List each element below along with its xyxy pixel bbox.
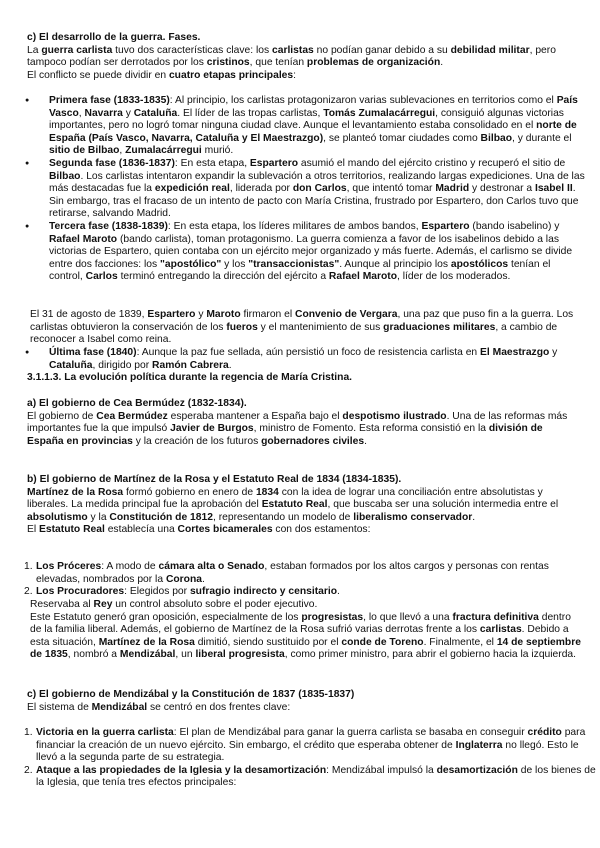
item-text: Los Procuradores: Elegidos por sufragio indirecto y censitario.: [36, 586, 340, 598]
section-title: 3.1.1.3. La evolución política durante la regencia de María Cristina.: [27, 372, 353, 383]
section-a-cea: [27, 398, 582, 448]
item-number: 2.: [24, 586, 33, 598]
mendizabal-item: [24, 765, 599, 790]
paragraph: Martínez de la Rosa formó gobierno en enero de 1834 con la idea de lograr una conciliación entre absolutistas y liberales. La medida principal fue la aprobación del Estatuto Real, que buscaba ser una solución intermedia entre el absolutismo y la Constitución de 1812, representando un modelo de liberalismo conservador.: [27, 486, 559, 523]
mendizabal-list: [24, 727, 599, 790]
phases-list: [38, 95, 585, 284]
section-b-martinez: [27, 474, 582, 537]
item-number: 2.: [24, 764, 33, 776]
section-title: c) El desarrollo de la guerra. Fases.: [27, 32, 201, 43]
item-text: Los Próceres: A modo de cámara alta o Senado, estaban formados por los altos cargos y personas con rentas elevadas, nombrados por la Corona.: [36, 561, 549, 585]
paragraph: El gobierno de Cea Bermúdez esperaba mantener a España bajo el despotismo ilustrado. Una de las reformas más importantes fue la que impulsó Javier de Burgos, ministro de Fomento. Esta reforma consistió en la división de España en provincias y la creación de los futuros gobernadores civiles.: [27, 410, 568, 447]
section-title: b) El gobierno de Martínez de la Rosa y el Estatuto Real de 1834 (1834-1835).: [27, 474, 402, 485]
vergara-paragraph: El 31 de agosto de 1839, Espartero y Maroto firmaron el Convenio de Vergara, una paz que puso fin a la guerra. Los carlistas obtuvieron la conservación de los fueros y el mantenimiento de sus graduaciones militares, a cambio de reconocer a Isabel como reina.: [30, 309, 574, 346]
intro-paragraph-2: El conflicto se puede dividir en cuatro etapas principales:: [27, 69, 297, 81]
section-c-fases: [27, 32, 582, 82]
cortes-list: [24, 561, 584, 599]
phase-item: ● Primera fase (1833-1835): Al principio, los carlistas protagonizaron varias sublevaciones en territorios como el País Vasco, Navarra y Cataluña. El líder de las tropas carlistas, Tomás Zumalacárregui, consiguió algunas victorias importantes, pero no logró tomar ninguna ciudad clave. Aunque el levantamiento estaba consolidado en el norte de España (País Vasco, Navarra, Cataluña y El Maestrazgo), se planteó tomar ciudades como Bilbao, y durante el sitio de Bilbao, Zumalacárregui murió.: [38, 95, 585, 158]
cortes-item: [24, 561, 584, 586]
paragraph: Este Estatuto generó gran oposición, especialmente de los progresistas, lo que llevó a una fractura definitiva dentro de la familia liberal. Además, el gobierno de Martínez de la Rosa sufrió varias derrotas frente a los carlistas. Debido a esta situación, Martínez de la Rosa dimitió, siendo sustituido por el conde de Toreno. Finalmente, el 14 de septiembre de 1835, nombró a Mendizábal, un liberal progresista, como primer ministro, para abrir el gobierno hacia la izquierda.: [30, 611, 581, 661]
section-title: a) El gobierno de Cea Bermúdez (1832-1834).: [27, 398, 247, 409]
phase-item: ● Tercera fase (1838-1839): En esta etapa, los líderes militares de ambos bandos, Espartero (bando isabelino) y Rafael Maroto (bando carlista), toman protagonismo. La guerra comienza a favor de los isabelinos debido a las victorias de Espartero, quien contaba con un ejército mejor organizado y más fuerte. Además, el carlismo se divide entre dos facciones: los "apostólico" y los "transaccionistas". Aunque al principio los apostólicos tenían el control, Carlos terminó entregando la dirección del ejército a Rafael Maroto, líder de los moderados.: [38, 221, 585, 284]
section-313: [27, 372, 582, 385]
phase-item: ● Segunda fase (1836-1837): En esta etapa, Espartero asumió el mando del ejército cristino y recuperó el sitio de Bilbao. Los carlistas intentaron expandir la sublevación a otros territorios, realizando largas expediciones. Una de las más destacadas fue la expedición real, liderada por don Carlos, que intentó tomar Madrid y destronar a Isabel II. Sin embargo, tras el fracaso de un intento de pacto con María Cristina, frustrado por Espartero, don Carlos tuvo que retirarse, salvando Madrid.: [38, 158, 585, 221]
vergara-paragraph-block: [30, 309, 582, 347]
mendizabal-item: [24, 727, 599, 765]
paragraph: El sistema de Mendizábal se centró en dos frentes clave:: [27, 701, 291, 713]
section-c-mendizabal: [27, 689, 582, 714]
item-number: 1.: [24, 727, 33, 738]
paragraph: El Estatuto Real establecía una Cortes bicamerales con dos estamentos:: [27, 524, 371, 536]
item-text: Ataque a las propiedades de la Iglesia y la desamortización: Mendizábal impulsó la desamortización de los bienes de la Iglesia, que tenía tres efectos principales:: [36, 764, 596, 789]
item-number: 1.: [24, 561, 33, 572]
phase-item: ● Última fase (1840): Aunque la paz fue sellada, aún persistió un foco de resistencia carlista en El Maestrazgo y Cataluña, dirigido por Ramón Cabrera.: [38, 347, 585, 372]
estatuto-after: [30, 599, 585, 662]
paragraph: Reservaba al Rey un control absoluto sobre el poder ejecutivo.: [30, 599, 318, 610]
item-text: Victoria en la guerra carlista: El plan de Mendizábal para ganar la guerra carlista se basaba en conseguir crédito para financiar la creación de un nuevo ejército. Sin embargo, el crédito que esperaba obtener de Inglaterra no llegó. Esto le llevó a la segunda parte de su estrategia.: [36, 727, 586, 764]
last-phase-list: [38, 347, 585, 372]
intro-paragraph: La guerra carlista tuvo dos características clave: los carlistas no podían ganar debido a su debilidad militar, pero tampoco podían ser derrotados por los cristinos, que tenían problemas de organización.: [27, 44, 556, 69]
section-title: c) El gobierno de Mendizábal y la Constitución de 1837 (1835-1837): [27, 689, 355, 700]
cortes-item: [24, 586, 584, 599]
